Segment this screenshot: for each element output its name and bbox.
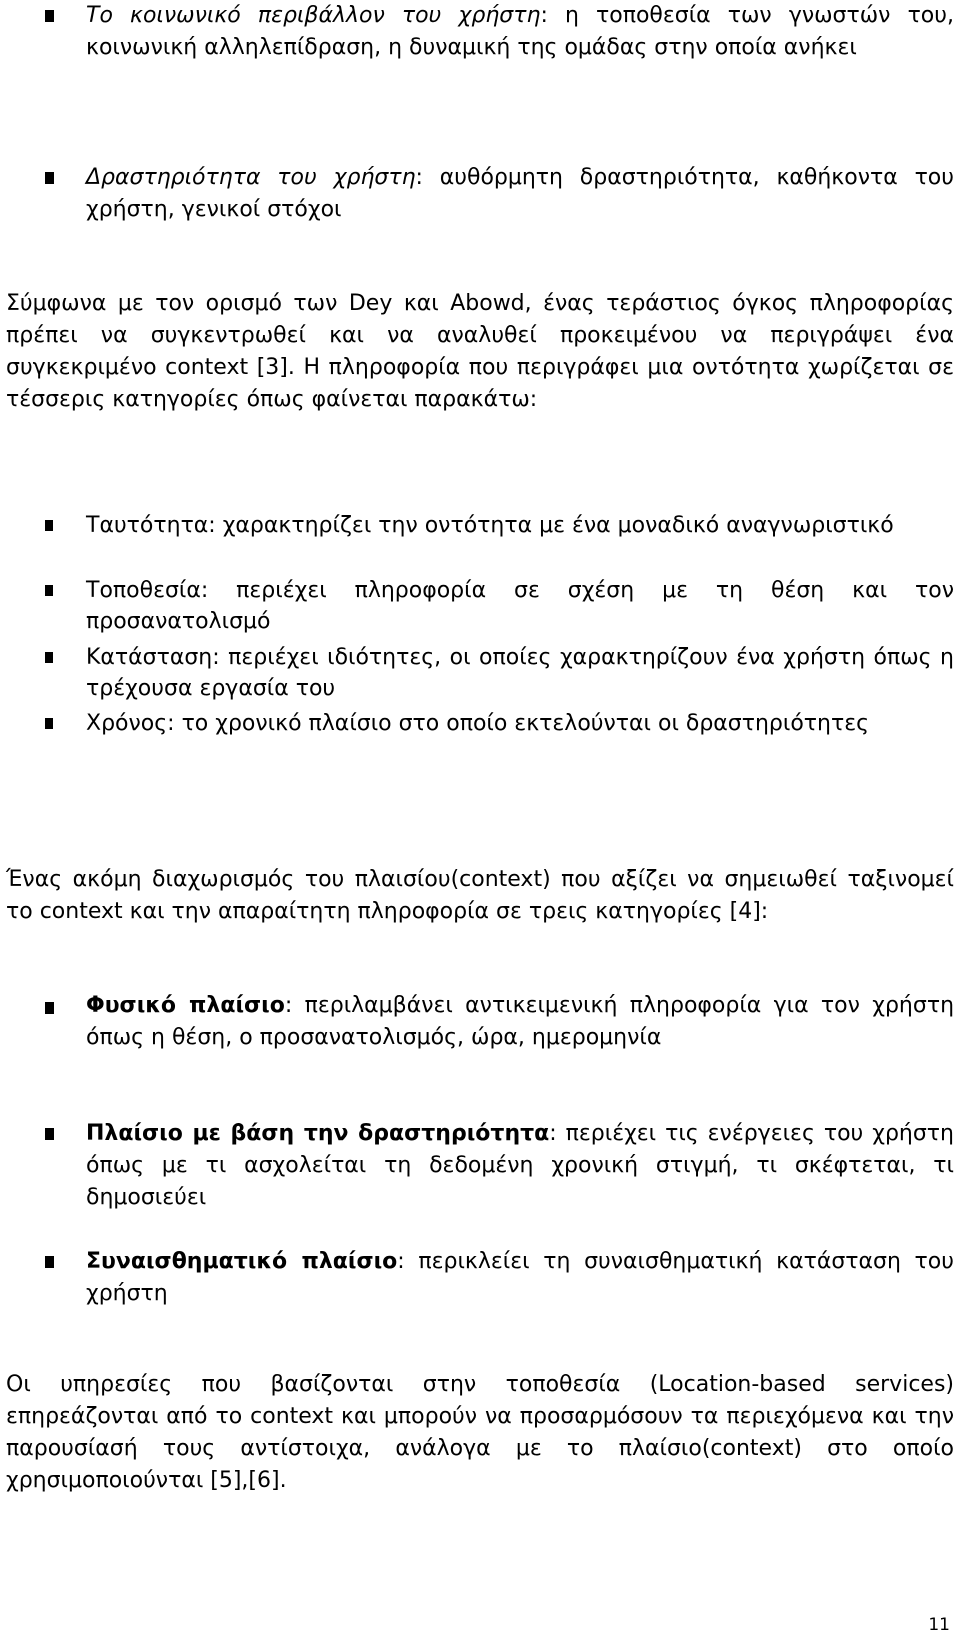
context-activity: [86, 1118, 954, 1214]
bullet-user-activity: [86, 162, 954, 226]
context-text: : περιλαμβάνει αντικειμενική πληροφορία για τον χρήστη όπως η θέση, ο προσανατολισμός, ώρα, ημερομηνία: [86, 993, 955, 1050]
context-physical: [86, 990, 954, 1054]
context-text: : περικλείει τη συναισθηματική κατάσταση του χρήστη: [86, 1249, 954, 1306]
bullet-text: : αυθόρμητη δραστηριότητα, καθήκοντα του χρήστη, γενικοί στόχοι: [86, 165, 954, 222]
bullet-marker: [45, 520, 53, 531]
category-time: Χρόνος: το χρονικό πλαίσιο στο οποίο εκτελούνται οι δραστηριότητες: [86, 711, 870, 736]
context-term: Πλαίσιο με βάση την δραστηριότητα: [86, 1121, 550, 1146]
bullet-marker: [45, 718, 53, 729]
bullet-marker: [45, 1128, 54, 1140]
bullet-marker: [45, 652, 53, 663]
paragraph-location-based-services: Οι υπηρεσίες που βασίζονται στην τοποθεσία (Location-based services) επηρεάζονται από το context και μπορούν να προσαρμόσουν τα περιεχόμενα και την παρουσίασή τους αντίστοιχα, ανάλογα με το πλαίσιο(context) στο οποίο χρησιμοποιούνται [5],[6].: [6, 1372, 954, 1493]
bullet-marker: [45, 1256, 54, 1268]
context-text: : περιέχει τις ενέργειες του χρήστη όπως με τι ασχολείται τη δεδομένη χρονική στιγμή, τι σκέφτεται, τι δημοσιεύει: [86, 1121, 954, 1210]
context-term: Συναισθηματικό πλαίσιο: [86, 1249, 398, 1274]
bullet-marker: [45, 172, 54, 184]
context-term: Φυσικό πλαίσιο: [86, 993, 285, 1018]
category-identity: Ταυτότητα: χαρακτηρίζει την οντότητα με ένα μοναδικό αναγνωριστικό: [86, 513, 894, 538]
context-emotional: [86, 1246, 954, 1310]
bullet-marker: [45, 1002, 54, 1014]
paragraph-context-classification: Ένας ακόμη διαχωρισμός του πλαισίου(context) που αξίζει να σημειωθεί ταξινομεί το context και την απαραίτητη πληροφορία σε τρεις κατηγορίες [4]:: [6, 867, 954, 924]
category-location: Τοποθεσία: περιέχει πληροφορία σε σχέση με τη θέση και τον προσανατολισμό: [86, 578, 954, 634]
page-number: 11: [928, 1615, 950, 1635]
bullet-marker: [45, 10, 54, 22]
bullet-marker: [45, 585, 53, 596]
bullet-text: : η τοποθεσία των γνωστών του, κοινωνική αλληλεπίδραση, η δυναμική της ομάδας στην οποία ανήκει: [86, 3, 954, 60]
category-state: Κατάσταση: περιέχει ιδιότητες, οι οποίες χαρακτηρίζουν ένα χρήστη όπως η τρέχουσα εργασία του: [86, 645, 954, 701]
bullet-term: Το κοινωνικό περιβάλλον του χρήστη: [86, 3, 541, 28]
bullet-term: Δραστηριότητα του χρήστη: [86, 165, 416, 190]
paragraph-dey-abowd: Σύμφωνα με τον ορισμό των Dey και Abowd, ένας τεράστιος όγκος πληροφορίας πρέπει να συγκεντρωθεί και να αναλυθεί προκειμένου να περιγράψει ένα συγκεκριμένο context [3]. Η πληροφορία που περιγράφει μια οντότητα χωρίζεται σε τέσσερις κατηγορίες όπως φαίνεται παρακάτω:: [6, 291, 954, 412]
bullet-social-environment: [86, 0, 954, 64]
